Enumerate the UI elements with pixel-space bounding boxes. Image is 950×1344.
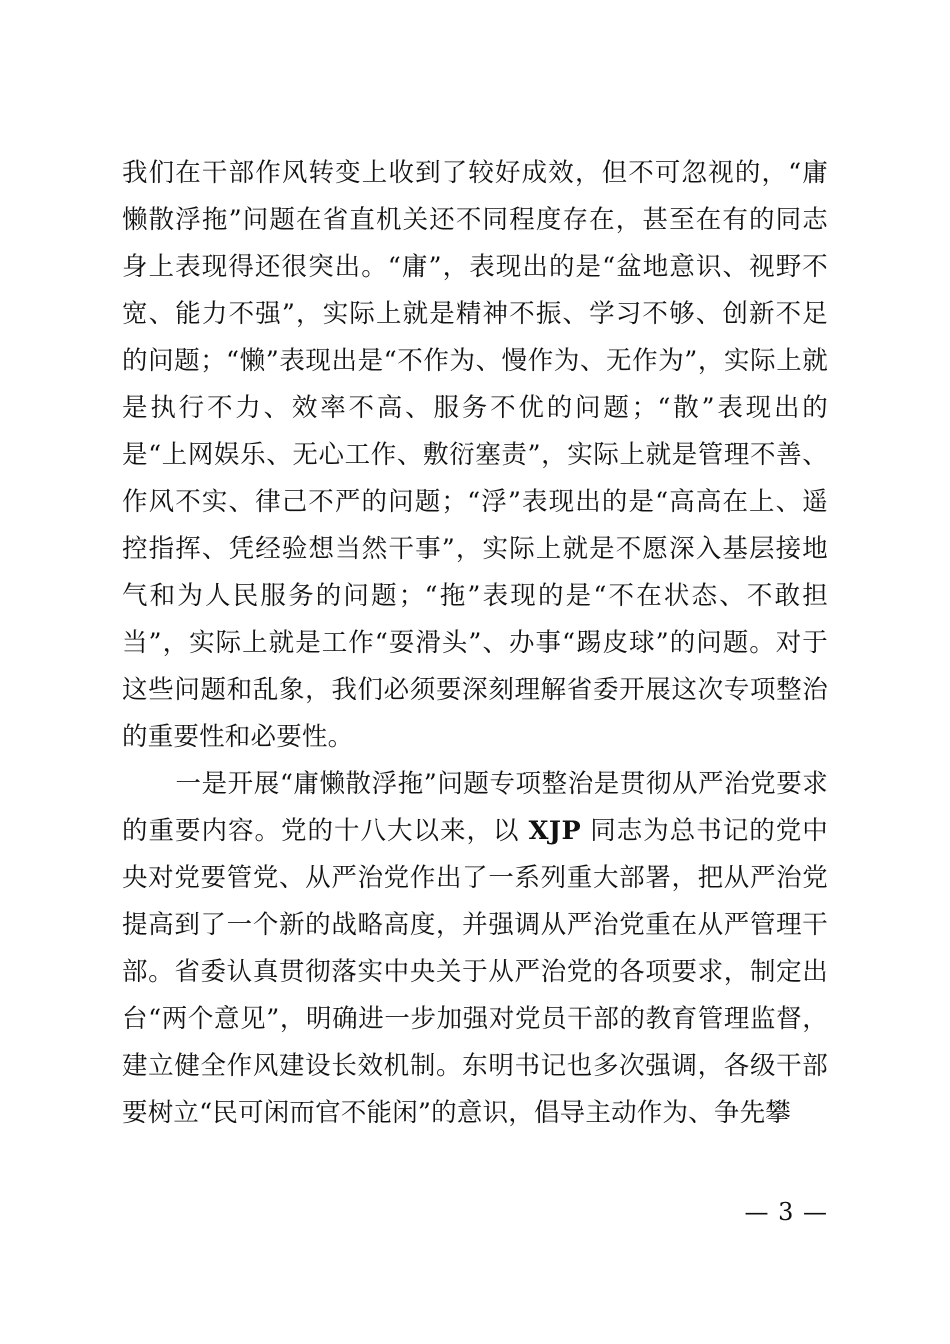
page-number: — 3 — xyxy=(744,1198,828,1226)
paragraph-2-text-before-latin: 一是开展“庸懒散浮拖”问题专项整治是贯彻从严治党要求的重要内容。党的十八大以来，以 xyxy=(122,769,828,846)
paragraph-2-latin-term: XJP xyxy=(528,816,582,846)
document-body xyxy=(122,150,828,1137)
paragraph-2 xyxy=(122,761,828,1137)
paragraph-2-text-after-latin: 同志为总书记的党中央对党要管党、从严治党作出了一系列重大部署，把从严治党提高到了一个新的战略高度，并强调从严治党重在从严管理干部。省委认真贯彻落实中央关于从严治党的各项要求，制定出台“两个意见”，明确进一步加强对党员干部的教育管理监督，建立健全作风建设长效机制。东明书记也多次强调，各级干部要树立“民可闲而官不能闲”的意识，倡导主动作为、争先攀 xyxy=(122,816,828,1128)
paragraph-1: 我们在干部作风转变上收到了较好成效，但不可忽视的，“庸懒散浮拖”问题在省直机关还不同程度存在，甚至在有的同志身上表现得还很突出。“庸”，表现出的是“盆地意识、视野不宽、能力不强”，实际上就是精神不振、学习不够、创新不足的问题；“懒”表现出是“不作为、慢作为、无作为”，实际上就是执行不力、效率不高、服务不优的问题；“散”表现出的是“上网娱乐、无心工作、敷衍塞责”，实际上就是管理不善、作风不实、律己不严的问题；“浮”表现出的是“高高在上、遥控指挥、凭经验想当然干事”，实际上就是不愿深入基层接地气和为人民服务的问题；“拖”表现的是“不在状态、不敢担当”，实际上就是工作“耍滑头”、办事“踢皮球”的问题。对于这些问题和乱象，我们必须要深刻理解省委开展这次专项整治的重要性和必要性。 xyxy=(122,158,828,752)
